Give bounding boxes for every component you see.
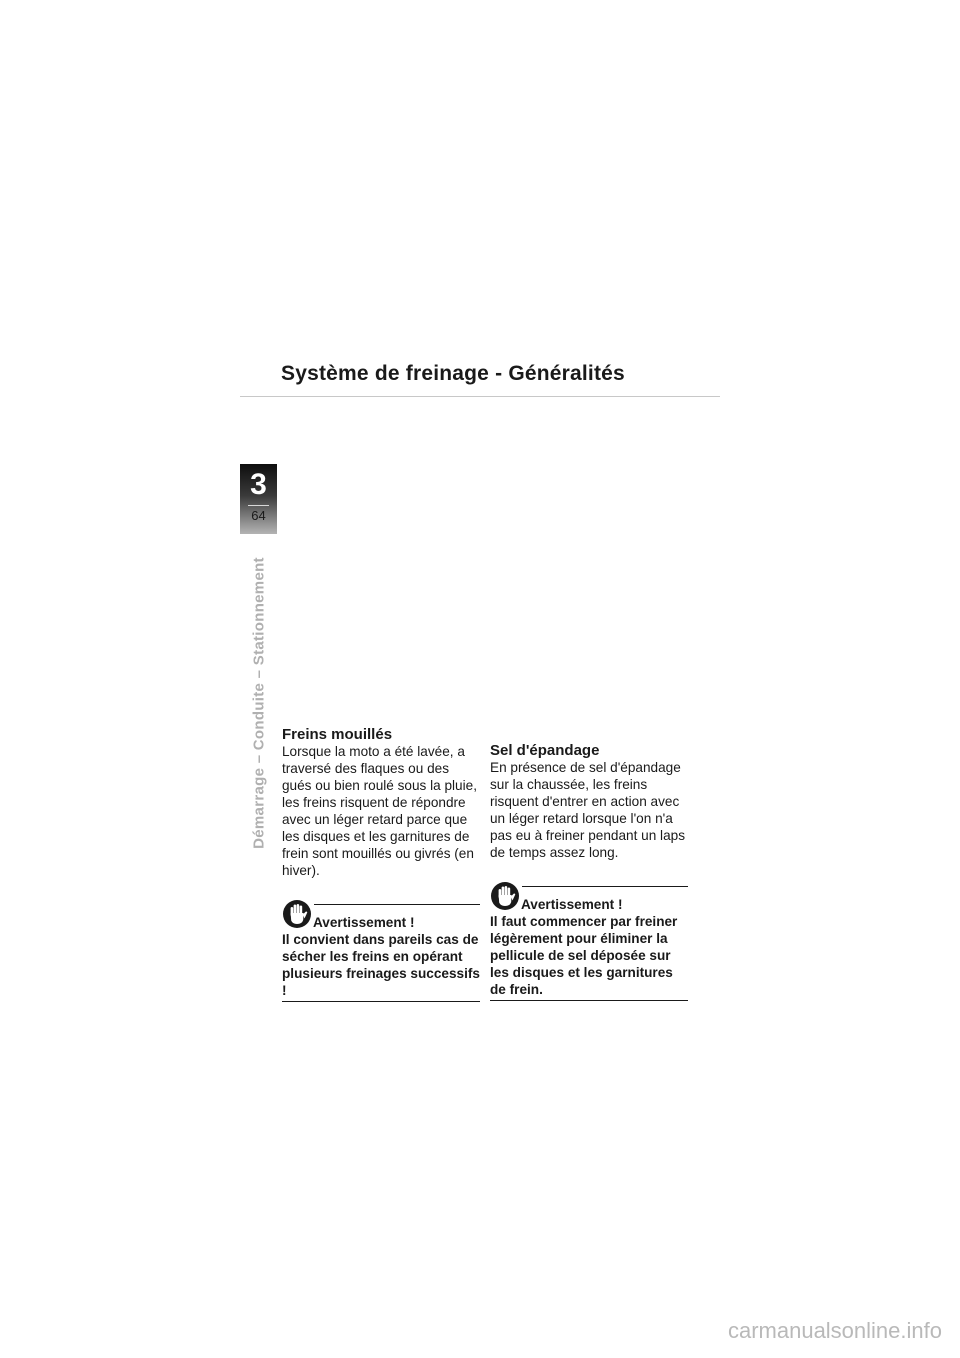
warning-box [490, 886, 688, 1001]
hand-warning-icon [490, 881, 520, 911]
section-wet-brakes [282, 726, 480, 1002]
section-body: En présence de sel d'épandage sur la chaussée, les freins risquent d'entrer en action avec un léger retard lorsque l'on n'a pas eu à freiner pendant un laps de temps assez long. [490, 760, 685, 860]
warning-box [282, 904, 480, 1002]
warning-title: Avertissement ! [313, 915, 415, 930]
section-heading: Freins mouillés [282, 726, 393, 743]
title-divider [240, 396, 720, 397]
chapter-number: 3 [250, 468, 267, 501]
warning-bottom-divider [282, 1001, 480, 1002]
warning-text: Il convient dans pareils cas de sécher les freins en opérant plusieurs freinages successifs ! [282, 932, 480, 998]
chapter-divider [248, 505, 269, 506]
warning-top-divider [522, 886, 688, 887]
section-road-salt [490, 742, 688, 1001]
warning-top-divider [314, 904, 480, 905]
warning-text: Il faut commencer par freiner légèrement pour éliminer la pellicule de sel déposée sur les disques et les garnitures de frein. [490, 914, 678, 997]
warning-title: Avertissement ! [521, 897, 623, 912]
chapter-tab [240, 464, 277, 534]
section-heading: Sel d'épandage [490, 742, 600, 759]
page-title: Système de freinage - Généralités [281, 362, 625, 385]
side-chapter-label: Démarrage – Conduite – Stationnement [250, 557, 268, 849]
hand-warning-icon [282, 899, 312, 929]
warning-bottom-divider [490, 1000, 688, 1001]
watermark: carmanualsonline.info [727, 1318, 942, 1343]
section-body: Lorsque la moto a été lavée, a traversé des flaques ou des gués ou bien roulé sous la pluie, les freins risquent de répondre avec un léger retard parce que les disques et les garnitures de frein sont mouillés ou givrés (en hiver). [282, 744, 477, 878]
page-number: 64 [251, 508, 266, 523]
